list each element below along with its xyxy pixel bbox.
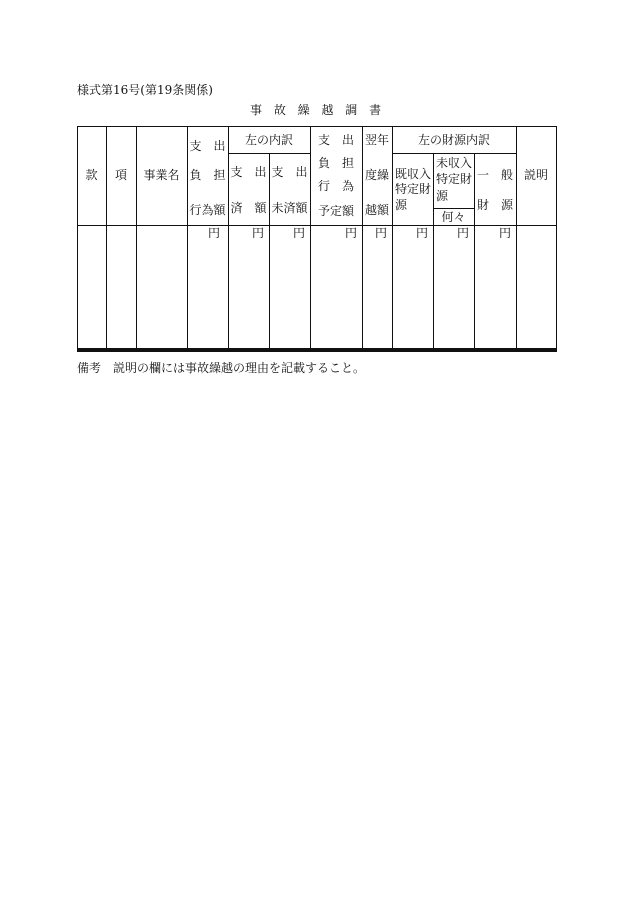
column-rule bbox=[136, 126, 137, 350]
table-top-border bbox=[77, 126, 557, 127]
header-jigyomei: 事業名 bbox=[143, 168, 180, 182]
header-kishunyu-line2: 特定財 bbox=[395, 182, 432, 196]
header-yoteigaku-line3: 行 為 bbox=[317, 179, 354, 193]
header-futan-koigaku-line1: 支 出 bbox=[189, 139, 226, 153]
header-yoteigaku-line2: 負 担 bbox=[317, 156, 354, 170]
header-shishutsuzumi-line2: 済 額 bbox=[230, 201, 267, 215]
header-mishunyu-sub: 何々 bbox=[441, 210, 466, 224]
header-misaigaku-line1: 支 出 bbox=[271, 165, 308, 179]
header-ippan-line1: 一 般 bbox=[476, 168, 513, 182]
header-ippan-line2: 財 源 bbox=[476, 198, 513, 212]
table-bottom-border bbox=[77, 348, 557, 352]
header-shishutsuzumi-line1: 支 出 bbox=[230, 165, 267, 179]
header-setsumei: 説明 bbox=[523, 168, 548, 182]
unit-label: 円 bbox=[292, 226, 305, 240]
header-yoteigaku-line4: 予定額 bbox=[317, 204, 354, 218]
unit-label: 円 bbox=[415, 226, 428, 240]
header-futan-koigaku-line3: 行為額 bbox=[189, 203, 226, 217]
column-rule bbox=[516, 126, 517, 350]
unit-label: 円 bbox=[498, 226, 511, 240]
header-group-zaigen: 左の財源内訳 bbox=[417, 133, 490, 147]
header-yokunen-line2: 度繰 bbox=[364, 168, 389, 182]
header-futan-koigaku-line2: 負 担 bbox=[189, 168, 226, 182]
header-yokunen-line3: 越額 bbox=[364, 203, 389, 217]
remarks-note: 備考 説明の欄には事故繰越の理由を記載すること。 bbox=[77, 361, 366, 375]
unit-label: 円 bbox=[344, 226, 357, 240]
header-yokunen-line1: 翌年 bbox=[364, 133, 389, 147]
unit-label: 円 bbox=[374, 226, 387, 240]
header-mishunyu-line1: 未収入 bbox=[436, 156, 473, 170]
header-kishunyu-line3: 源 bbox=[395, 198, 408, 212]
header-misaigaku-line2: 未済額 bbox=[271, 201, 308, 215]
header-group-uchiwake: 左の内訳 bbox=[244, 133, 293, 147]
mishunyu-sub-rule bbox=[433, 208, 474, 209]
header-yoteigaku-line1: 支 出 bbox=[317, 133, 354, 147]
zaigen-group-rule bbox=[392, 153, 516, 154]
table-right-border bbox=[556, 126, 557, 350]
header-mishunyu-line2: 特定財 bbox=[436, 172, 473, 186]
column-rule bbox=[269, 153, 270, 350]
column-rule bbox=[106, 126, 107, 350]
form-number-label: 様式第16号(第19条関係) bbox=[77, 83, 213, 97]
unit-label: 円 bbox=[251, 226, 264, 240]
header-kishunyu-line1: 既収入 bbox=[395, 167, 432, 181]
header-kan: 款 bbox=[85, 168, 98, 182]
column-rule bbox=[474, 153, 475, 350]
unit-label: 円 bbox=[456, 226, 469, 240]
header-mishunyu-line3: 源 bbox=[436, 189, 449, 203]
unit-label: 円 bbox=[207, 226, 220, 240]
header-kou: 項 bbox=[114, 168, 127, 182]
document-title: 事 故 繰 越 調 書 bbox=[250, 103, 386, 117]
table-left-border bbox=[77, 126, 78, 350]
